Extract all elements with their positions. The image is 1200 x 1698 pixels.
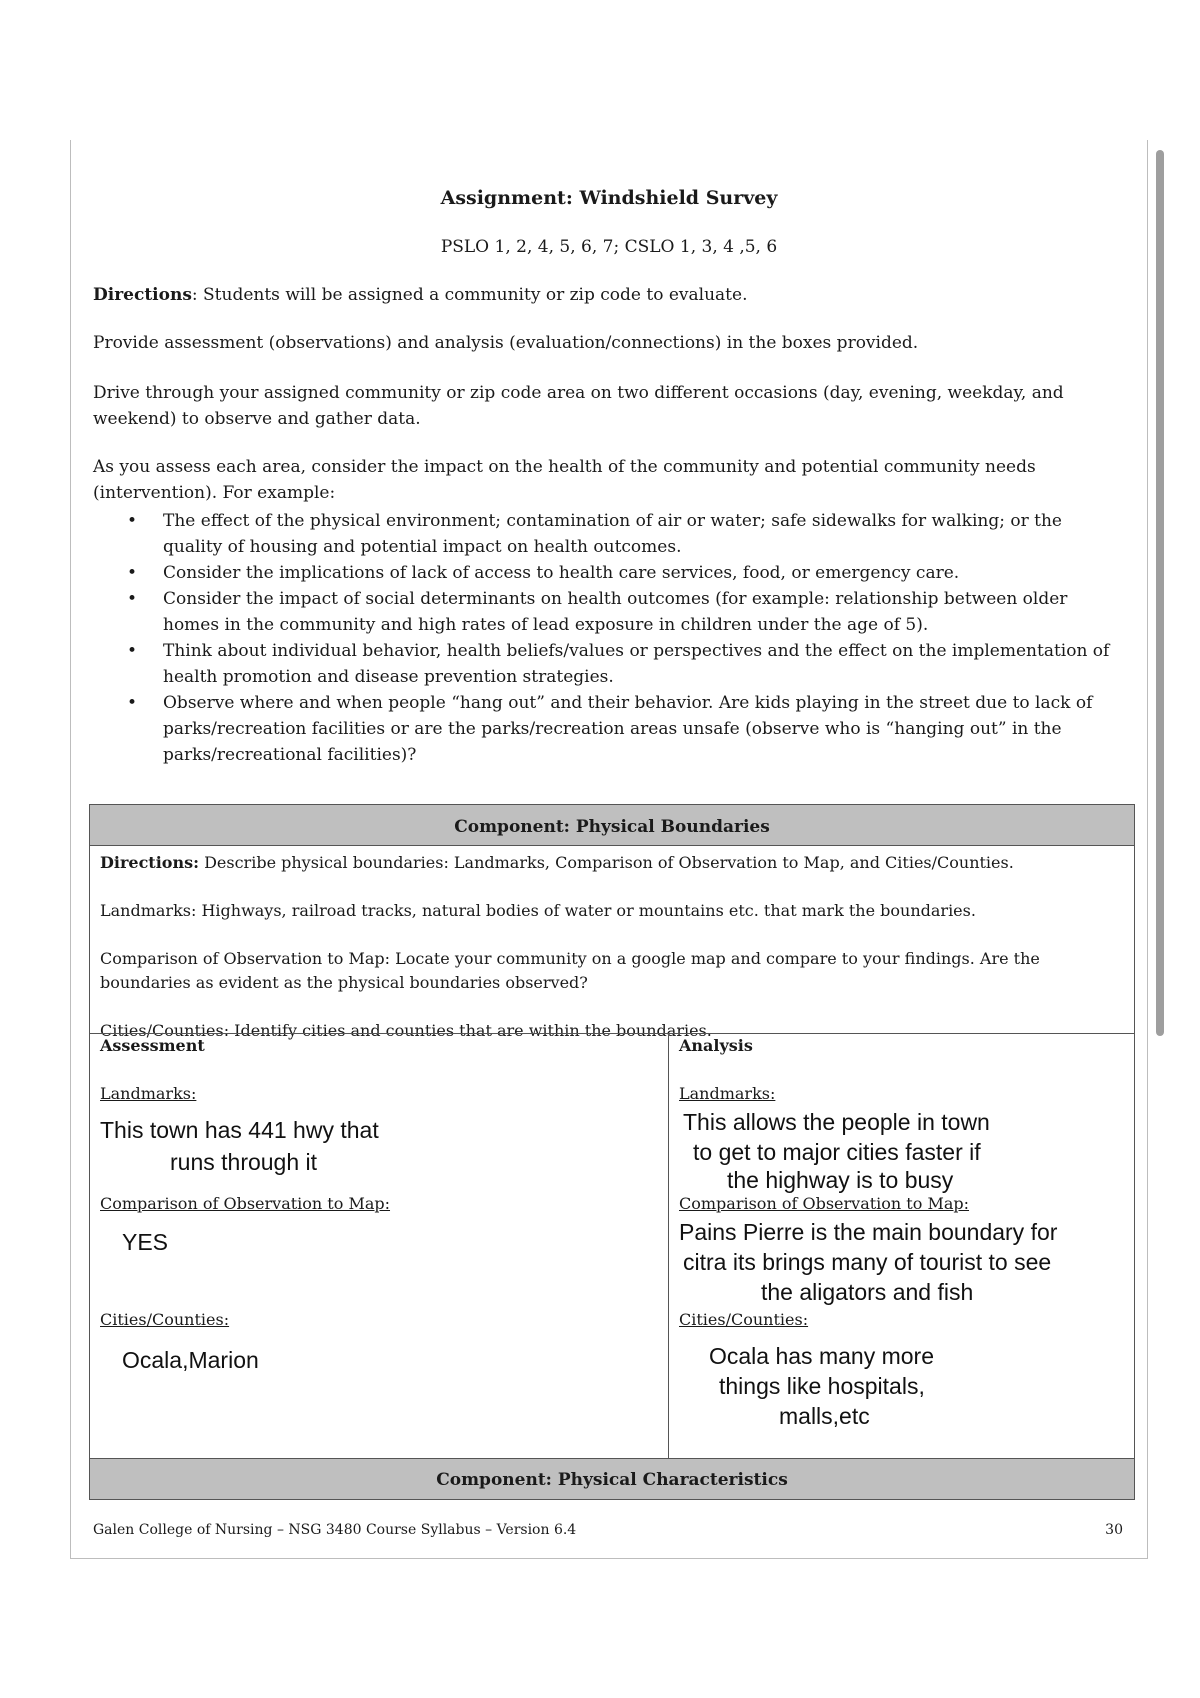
document-page (70, 140, 1148, 1559)
component-directions-label: Directions: (100, 853, 199, 872)
list-item: • Observe where and when people “hang out” and their behavior. Are kids playing in the street due to lack of parks/recreation facilities or are the parks/recreation areas unsafe (observe who is “hanging out” in the parks/recreational facilities)? (93, 690, 1123, 768)
assessment-column (90, 1034, 669, 1458)
list-item: • Consider the impact of social determinants on health outcomes (for example: relationship between older homes in the community and high rates of lead exposure in children under the age of 5). (93, 586, 1123, 638)
page-title: Assignment: Windshield Survey (440, 187, 778, 209)
list-item: • Think about individual behavior, health beliefs/values or perspectives and the effect on the implementation of health promotion and disease prevention strategies. (93, 638, 1123, 690)
directions-paragraph (93, 282, 1123, 308)
component-directions-text: Describe physical boundaries: Landmarks, Comparison of Observation to Map, and Cities/Counties. (199, 853, 1014, 872)
assessment-heading: Assessment (100, 1036, 205, 1055)
analysis-comparison-answer-2[interactable]: citra its brings many of tourist to see (683, 1249, 1052, 1275)
physical-boundaries-table (89, 804, 1135, 1500)
assessment-comparison-answer[interactable]: YES (122, 1229, 169, 1255)
provide-paragraph: Provide assessment (observations) and analysis (evaluation/connections) in the boxes provided. (93, 333, 919, 353)
analysis-landmarks-answer-3[interactable]: the highway is to busy (727, 1167, 954, 1193)
drive-paragraph: Drive through your assigned community or zip code area on two different occasions (day, evening, weekday, and weekend) to observe and gather data. (93, 383, 1064, 429)
comparison-info: Comparison of Observation to Map: Locate your community on a google map and compare to your findings. Are the boundaries as evident as the physical boundaries observed? (100, 949, 1040, 992)
cities-info: Cities/Counties: Identify cities and counties that are within the boundaries. (100, 1021, 712, 1040)
analysis-comparison-label: Comparison of Observation to Map: (679, 1194, 970, 1213)
assessment-landmarks-answer-2[interactable]: runs through it (170, 1149, 318, 1175)
list-item: • The effect of the physical environment; contamination of air or water; safe sidewalks for walking; or the quality of housing and potential impact on health outcomes. (93, 508, 1123, 560)
directions-label: Directions (93, 285, 192, 305)
component-header: Component: Physical Boundaries (90, 805, 1134, 846)
component-directions (100, 851, 1120, 1043)
assessment-landmarks-label: Landmarks: (100, 1084, 197, 1103)
analysis-cities-label: Cities/Counties: (679, 1310, 809, 1329)
page-footer (93, 1522, 1123, 1538)
landmarks-info: Landmarks: Highways, railroad tracks, natural bodies of water or mountains etc. that mark the boundaries. (100, 901, 976, 920)
list-item: • Consider the implications of lack of access to health care services, food, or emergency care. (93, 560, 1123, 586)
analysis-landmarks-label: Landmarks: (679, 1084, 776, 1103)
analysis-cities-answer-3[interactable]: malls,etc (779, 1403, 870, 1429)
next-component-header: Component: Physical Characteristics (90, 1458, 1134, 1499)
page-number: 30 (1105, 1522, 1123, 1538)
assessment-cities-label: Cities/Counties: (100, 1310, 230, 1329)
directions-text: : Students will be assigned a community or zip code to evaluate. (191, 285, 748, 305)
considerations-list (93, 508, 1123, 768)
vertical-scrollbar[interactable] (1156, 150, 1164, 1036)
footer-text: Galen College of Nursing – NSG 3480 Course Syllabus – Version 6.4 (93, 1522, 577, 1538)
analysis-cities-answer[interactable]: Ocala has many more (709, 1343, 934, 1369)
analysis-landmarks-answer-2[interactable]: to get to major cities faster if (693, 1139, 981, 1165)
assess-paragraph: As you assess each area, consider the impact on the health of the community and potential community needs (intervention). For example: (93, 457, 1036, 503)
learning-outcomes: PSLO 1, 2, 4, 5, 6, 7; CSLO 1, 3, 4 ,5, 6 (440, 237, 778, 257)
assessment-comparison-label: Comparison of Observation to Map: (100, 1194, 391, 1213)
analysis-heading: Analysis (679, 1036, 753, 1055)
assessment-cities-answer[interactable]: Ocala,Marion (122, 1347, 259, 1373)
response-grid (90, 1033, 1134, 1458)
analysis-column (669, 1034, 1134, 1458)
assessment-landmarks-answer[interactable]: This town has 441 hwy that (100, 1117, 379, 1143)
analysis-comparison-answer[interactable]: Pains Pierre is the main boundary for (679, 1219, 1058, 1245)
analysis-comparison-answer-3[interactable]: the aligators and fish (761, 1279, 974, 1305)
analysis-cities-answer-2[interactable]: things like hospitals, (719, 1373, 925, 1399)
analysis-landmarks-answer[interactable]: This allows the people in town (683, 1109, 990, 1135)
